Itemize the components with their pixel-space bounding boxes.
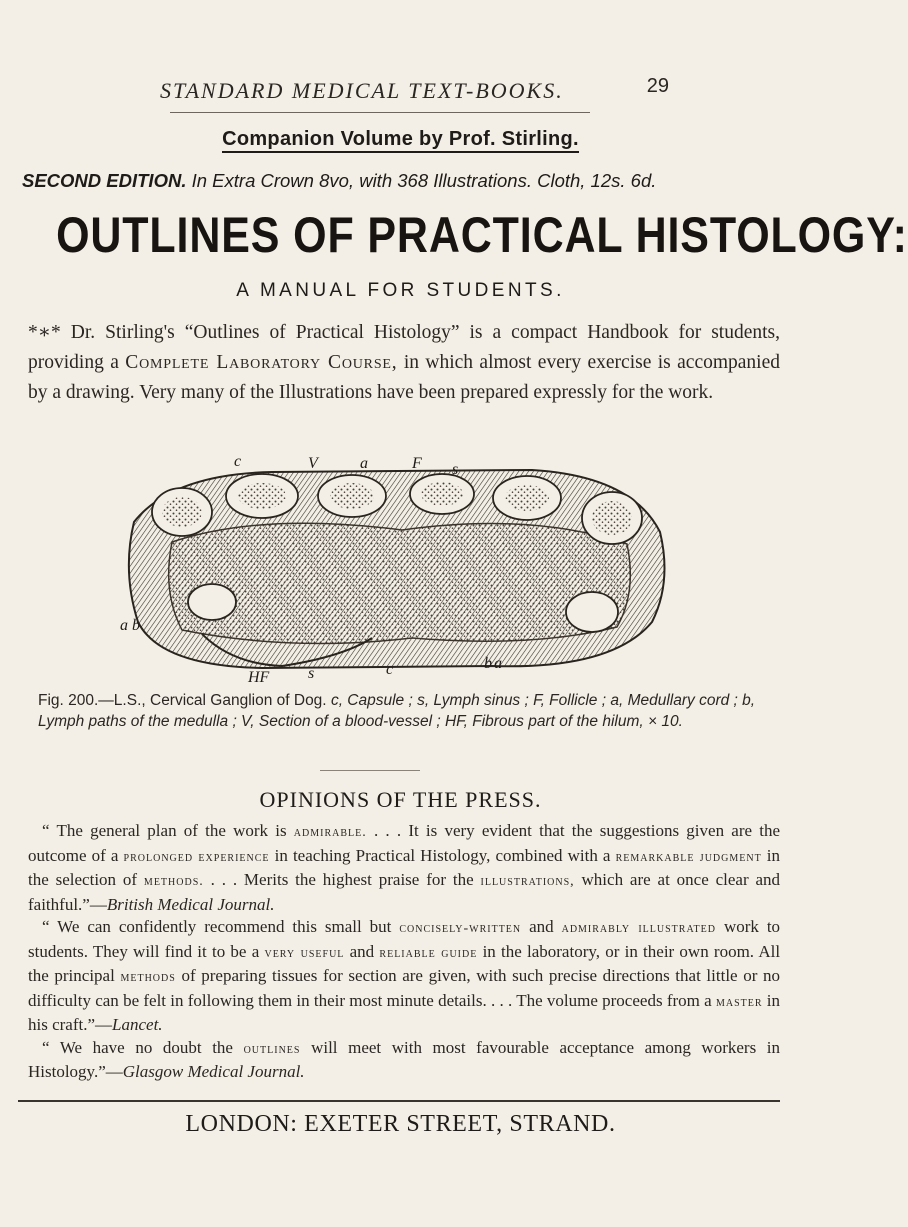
review-source: British Medical Journal. [106,894,275,914]
edition-line [22,170,782,192]
review-bmj [28,820,780,916]
intro-text-1: Dr. Stirling's “Outlines of Practical Histology” is a compact Handbook for students, providing a [28,322,780,373]
review-emphasis: concisely-written [399,921,522,936]
page-number: 29 [646,75,669,97]
companion-heading [0,128,801,151]
label-s-top: s [452,461,459,478]
review-text: of preparing tissues for section are given, with such precise directions that little or no difficulty can be felt in following them in their most minute details. . . . The volume proceeds from a [28,966,781,1010]
review-glasgow [28,1037,780,1084]
review-source: Lancet. [112,1015,163,1034]
ganglion-illustration [112,452,682,686]
review-emphasis: illustrations, [480,874,575,889]
book-title: OUTLINES OF PRACTICAL HISTOLOGY: [56,207,908,263]
intro-emphasis: Complete Laboratory Course, [125,352,398,373]
review-emphasis: master [715,994,763,1010]
review-text: “ We can confidently recommend this small but [42,917,392,936]
footer-rule [18,1100,780,1102]
caption-key: c, Capsule ; s, Lymph sinus ; F, Follicle ; a, Medullary cord ; b, Lymph paths of the medulla ; V, Section of a blood-vessel ; HF, Fibrous part of the hilum, × 10. [38,692,756,730]
section-divider [320,770,420,771]
review-emphasis: admirable. [293,825,367,840]
figure-caption [38,690,780,732]
review-text: . . . Merits the highest praise for the [210,870,474,889]
opinions-heading: OPINIONS OF THE PRESS. [259,787,542,812]
review-emphasis: methods [120,970,176,985]
review-emphasis: prolonged experience [123,849,270,865]
review-text: work to students. They will find it to be a [28,917,781,961]
label-f: F [412,455,422,472]
intro-text-2: in which almost every exercise is accompanied by a drawing. Very many of the Illustrations have been prepared expressly for the work. [28,352,781,403]
review-text: which are at once clear and faithful.”— [28,870,781,914]
review-text: “ We have no doubt the [42,1037,233,1057]
review-emphasis: reliable guide [379,945,478,961]
review-emphasis: outlines [243,1041,301,1057]
review-text: . . . It is very evident that the suggestions given are the outcome of a [28,821,780,865]
label-b-left: b [132,617,140,634]
label-hf: HF [248,669,270,686]
label-c-bottom: c [386,661,394,678]
label-c-top: c [234,453,242,470]
publisher-imprint: LONDON: EXETER STREET, STRAND. [185,1111,616,1137]
review-text: in his craft.”— [28,990,781,1034]
caption-figure-number: Fig. 200.—L.S., Cervical Ganglion of Dog. [38,692,327,709]
review-lancet [28,916,780,1037]
review-emphasis: remarkable judgment [615,849,762,865]
review-emphasis: methods. [143,874,204,889]
edition-label: SECOND EDITION. [22,170,187,191]
review-text: and [529,917,554,936]
header-rule [170,112,590,113]
asterism-mark: *∗* [28,322,61,343]
review-text: “ The general plan of the work is [42,821,287,840]
edition-details: In Extra Crown 8vo, with 368 Illustrations. Cloth, 12s. 6d. [191,170,657,191]
review-text: in the laboratory, or in their own room. All the principal [28,941,781,985]
review-text: in the selection of [28,845,781,889]
press-reviews [28,820,780,1084]
book-subtitle: A MANUAL FOR STUDENTS. [236,280,565,301]
review-text: and [349,941,375,961]
companion-text: Companion Volume by Prof. Stirling. [222,128,579,153]
review-emphasis: admirably illustrated [561,921,716,936]
label-a-left: a [120,617,128,634]
label-v: V [308,455,318,472]
label-b-bottom: b [484,655,492,672]
label-s-bottom: s [308,665,315,682]
review-text: in teaching Practical Histology, combined with a [274,845,611,865]
running-head: STANDARD MEDICAL TEXT-BOOKS. [160,78,564,103]
label-a-bottom: a [494,655,502,672]
review-text: will meet with most favourable acceptance among workers in Histology.”— [28,1037,780,1081]
review-emphasis: very useful [264,945,345,961]
review-source: Glasgow Medical Journal. [122,1062,305,1081]
label-a-top: a [360,455,368,472]
intro-paragraph [28,318,780,408]
medulla-region [169,523,631,643]
